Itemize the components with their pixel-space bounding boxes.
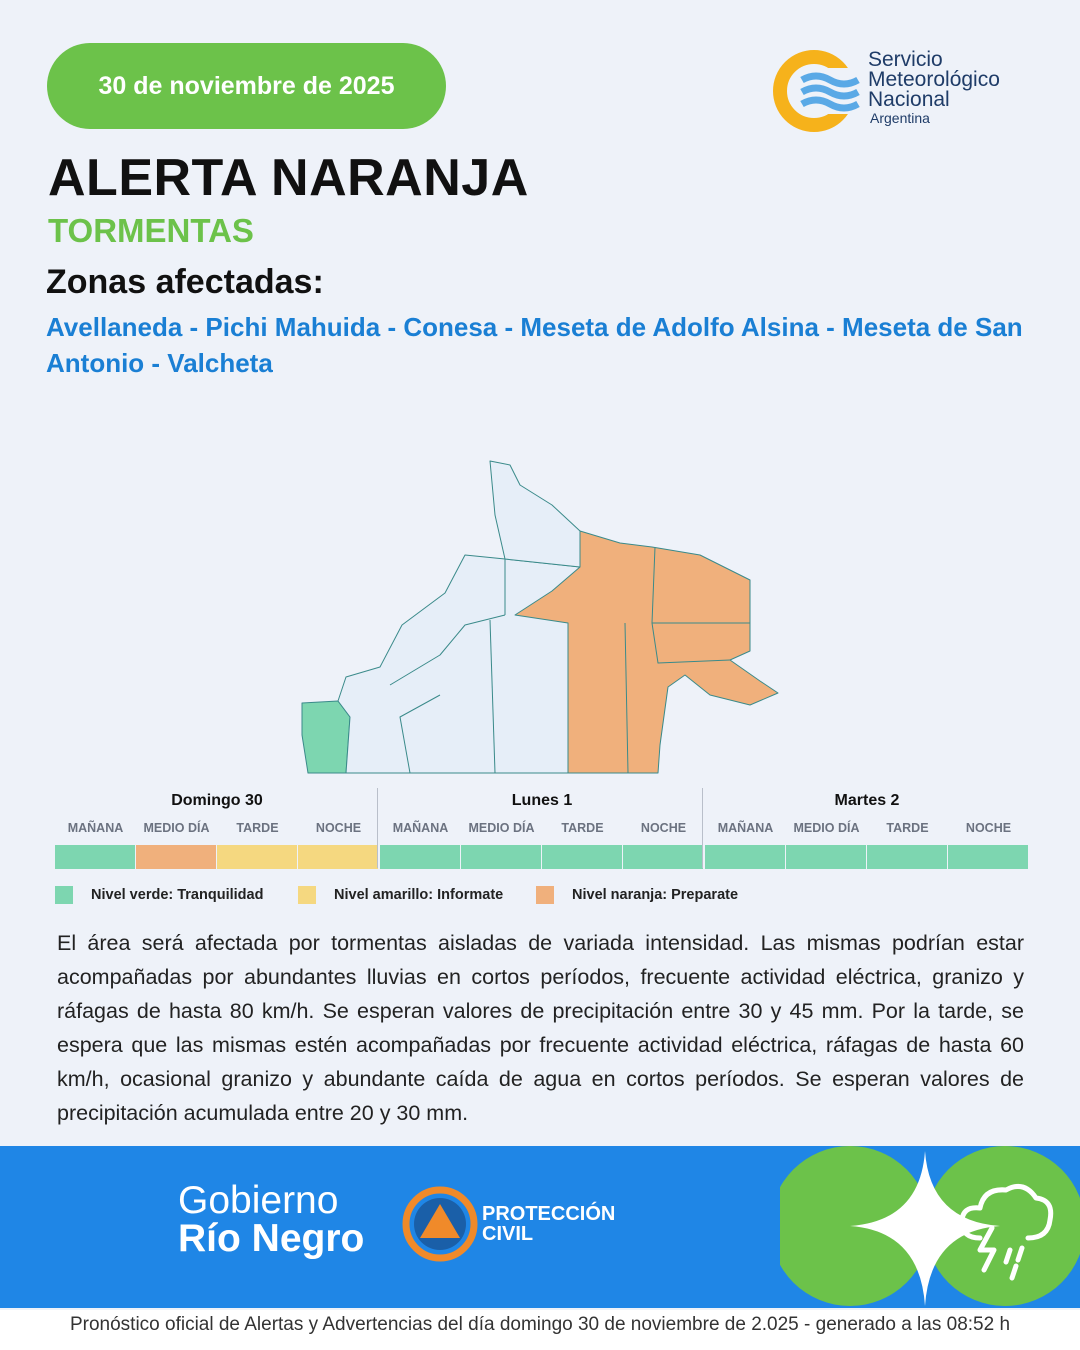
smn-logo-icon — [772, 46, 862, 136]
zones-heading: Zonas afectadas: — [46, 263, 324, 301]
level-cell-verde — [948, 845, 1029, 869]
gobierno-line-1: Gobierno — [178, 1179, 339, 1222]
day-0 — [55, 788, 379, 869]
logo-line-4: Argentina — [870, 110, 930, 126]
period-label: TARDE — [236, 821, 279, 835]
level-cell-naranja — [136, 845, 217, 869]
legend-label: Nivel verde: Tranquilidad — [91, 887, 264, 903]
gobierno-rio-negro-logo — [178, 1179, 365, 1260]
legend-verde — [55, 886, 263, 904]
map-region-light-north — [490, 461, 580, 567]
footer-note: Pronóstico oficial de Alertas y Advertencias del día domingo 30 de noviembre de 2.025 - generado a las 08:52 h — [0, 1310, 1080, 1350]
period-label: MAÑANA — [392, 821, 449, 835]
day-title: Martes 2 — [834, 792, 900, 809]
gobierno-line-2: Río Negro — [178, 1217, 365, 1260]
level-cell-verde — [380, 845, 461, 869]
day-title: Domingo 30 — [171, 792, 263, 809]
logo-line-3: Nacional — [868, 88, 950, 111]
smn-logo — [772, 46, 1052, 136]
smn-logo-text — [868, 50, 1000, 126]
level-cell-verde — [461, 845, 542, 869]
day-1 — [380, 788, 704, 869]
period-label: TARDE — [561, 821, 604, 835]
level-cell-amarillo — [298, 845, 379, 869]
level-cell-verde — [623, 845, 704, 869]
period-label: MEDIO DÍA — [793, 821, 860, 835]
map-region-light — [338, 555, 580, 773]
logo-line-2: Meteorológico — [868, 68, 1000, 91]
alert-map — [290, 455, 790, 775]
logo-line-1: Servicio — [868, 48, 943, 71]
alert-title: ALERTA NARANJA — [48, 149, 529, 207]
pc-line-1: PROTECCIÓN — [482, 1203, 616, 1225]
proteccion-civil-icon — [402, 1186, 478, 1262]
level-cell-amarillo — [217, 845, 298, 869]
legend-label: Nivel naranja: Preparate — [572, 887, 739, 903]
level-cell-verde — [542, 845, 623, 869]
day-divider — [702, 788, 703, 868]
legend-swatch-naranja — [536, 886, 554, 904]
legend-swatch-amarillo — [298, 886, 316, 904]
zones-list: Avellaneda - Pichi Mahuida - Conesa - Meseta de Adolfo Alsina - Meseta de San Antonio - Valcheta — [46, 312, 1023, 378]
day-divider — [377, 788, 378, 868]
period-label: NOCHE — [640, 821, 687, 835]
legend-naranja — [536, 886, 738, 904]
level-cell-verde — [786, 845, 867, 869]
period-label: MEDIO DÍA — [143, 821, 210, 835]
level-cell-verde — [867, 845, 948, 869]
day-2 — [705, 788, 1029, 869]
period-label: MAÑANA — [717, 821, 774, 835]
map-region-green — [302, 701, 350, 773]
alert-timeline — [55, 788, 1025, 873]
partners-band — [0, 1146, 1080, 1308]
period-label: NOCHE — [315, 821, 362, 835]
level-cell-verde — [55, 845, 136, 869]
level-cell-verde — [705, 845, 786, 869]
period-label: MAÑANA — [67, 821, 124, 835]
legend-amarillo — [298, 886, 503, 904]
legend-swatch-verde — [55, 886, 73, 904]
proteccion-civil-text — [482, 1204, 615, 1244]
legend-label: Nivel amarillo: Informate — [334, 887, 504, 903]
pc-line-2: CIVIL — [482, 1223, 534, 1245]
storm-decoration — [780, 1146, 1080, 1308]
period-label: MEDIO DÍA — [468, 821, 535, 835]
day-title: Lunes 1 — [511, 792, 573, 809]
alert-description: El área será afectada por tormentas aisladas de variada intensidad. Las mismas podrían estar acompañadas por abundantes lluvias en cortos períodos, frecuente actividad eléctrica, granizo y ráfagas de hasta 80 km/h. Se esperan valores de precipitación entre 30 y 45 mm. Por la tarde, se espera que las mismas estén acompañadas por frecuente actividad eléctrica, ráfagas de hasta 60 km/h, ocasional granizo y abundante caída de agua en cortos períodos. Se esperan valores de precipitación acumulada entre 20 y 30 mm. — [57, 931, 1024, 1125]
period-label: TARDE — [886, 821, 929, 835]
date-badge: 30 de noviembre de 2025 — [47, 43, 446, 129]
period-label: NOCHE — [965, 821, 1012, 835]
alert-phenomenon: TORMENTAS — [48, 212, 254, 249]
level-legend — [55, 886, 1035, 910]
